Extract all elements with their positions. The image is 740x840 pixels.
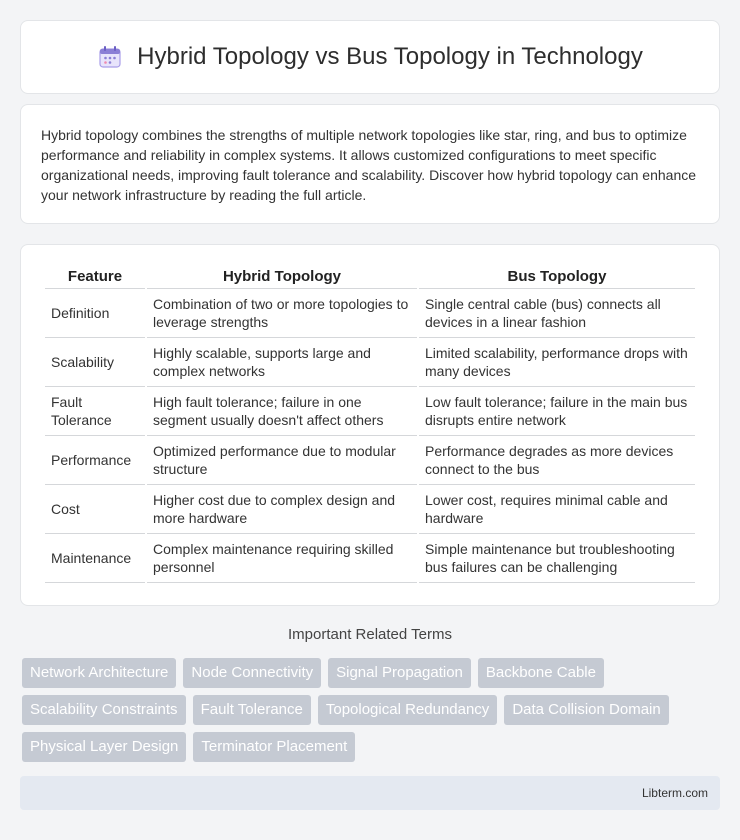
table-row [45, 289, 695, 338]
term-tag[interactable]: Scalability Constraints [22, 695, 186, 725]
feature-cell: Fault Tolerance [45, 387, 145, 436]
related-terms-title: Important Related Terms [288, 626, 452, 643]
feature-cell: Scalability [45, 338, 145, 387]
calendar-icon [97, 44, 123, 70]
hybrid-cell: High fault tolerance; failure in one segment usually doesn't affect others [147, 387, 417, 436]
column-header-bus: Bus Topology [419, 265, 695, 289]
bus-cell: Performance degrades as more devices connect to the bus [419, 436, 695, 485]
column-header-hybrid: Hybrid Topology [147, 265, 417, 289]
table-row [45, 534, 695, 583]
feature-cell: Performance [45, 436, 145, 485]
term-tag[interactable]: Signal Propagation [328, 658, 471, 688]
page-title: Hybrid Topology vs Bus Topology in Technology [137, 43, 643, 70]
term-tag[interactable]: Node Connectivity [183, 658, 321, 688]
term-tag[interactable]: Network Architecture [22, 658, 176, 688]
term-tag[interactable]: Topological Redundancy [318, 695, 497, 725]
term-tag[interactable]: Terminator Placement [193, 732, 355, 762]
term-tag[interactable]: Data Collision Domain [504, 695, 668, 725]
hybrid-cell: Optimized performance due to modular structure [147, 436, 417, 485]
term-tag[interactable]: Physical Layer Design [22, 732, 186, 762]
term-tag[interactable]: Fault Tolerance [193, 695, 311, 725]
footer-site-link[interactable]: Libterm.com [641, 786, 708, 800]
hybrid-cell: Combination of two or more topologies to leverage strengths [147, 289, 417, 338]
header-card [20, 20, 720, 94]
table-row [45, 338, 695, 387]
related-terms-list [22, 658, 722, 762]
column-header-feature: Feature [45, 265, 145, 289]
hybrid-cell: Complex maintenance requiring skilled personnel [147, 534, 417, 583]
bus-cell: Limited scalability, performance drops with many devices [419, 338, 695, 387]
table-row [45, 387, 695, 436]
term-tag[interactable]: Backbone Cable [478, 658, 604, 688]
footer [20, 776, 720, 810]
comparison-table [43, 265, 697, 583]
table-header-row [45, 265, 695, 289]
bus-cell: Low fault tolerance; failure in the main bus disrupts entire network [419, 387, 695, 436]
bus-cell: Single central cable (bus) connects all devices in a linear fashion [419, 289, 695, 338]
hybrid-cell: Highly scalable, supports large and complex networks [147, 338, 417, 387]
hybrid-cell: Higher cost due to complex design and more hardware [147, 485, 417, 534]
intro-card [20, 104, 720, 224]
feature-cell: Cost [45, 485, 145, 534]
feature-cell: Maintenance [45, 534, 145, 583]
bus-cell: Simple maintenance but troubleshooting bus failures can be challenging [419, 534, 695, 583]
table-row [45, 436, 695, 485]
comparison-table-card [20, 244, 720, 606]
bus-cell: Lower cost, requires minimal cable and hardware [419, 485, 695, 534]
intro-text: Hybrid topology combines the strengths of multiple network topologies like star, ring, and bus to optimize performance and reliability in complex systems. It allows customized configurations to meet specific organizational needs, improving fault tolerance and scalability. Discover how hybrid topology can enhance your network infrastructure by reading the full article. [41, 127, 697, 203]
feature-cell: Definition [45, 289, 145, 338]
table-row [45, 485, 695, 534]
